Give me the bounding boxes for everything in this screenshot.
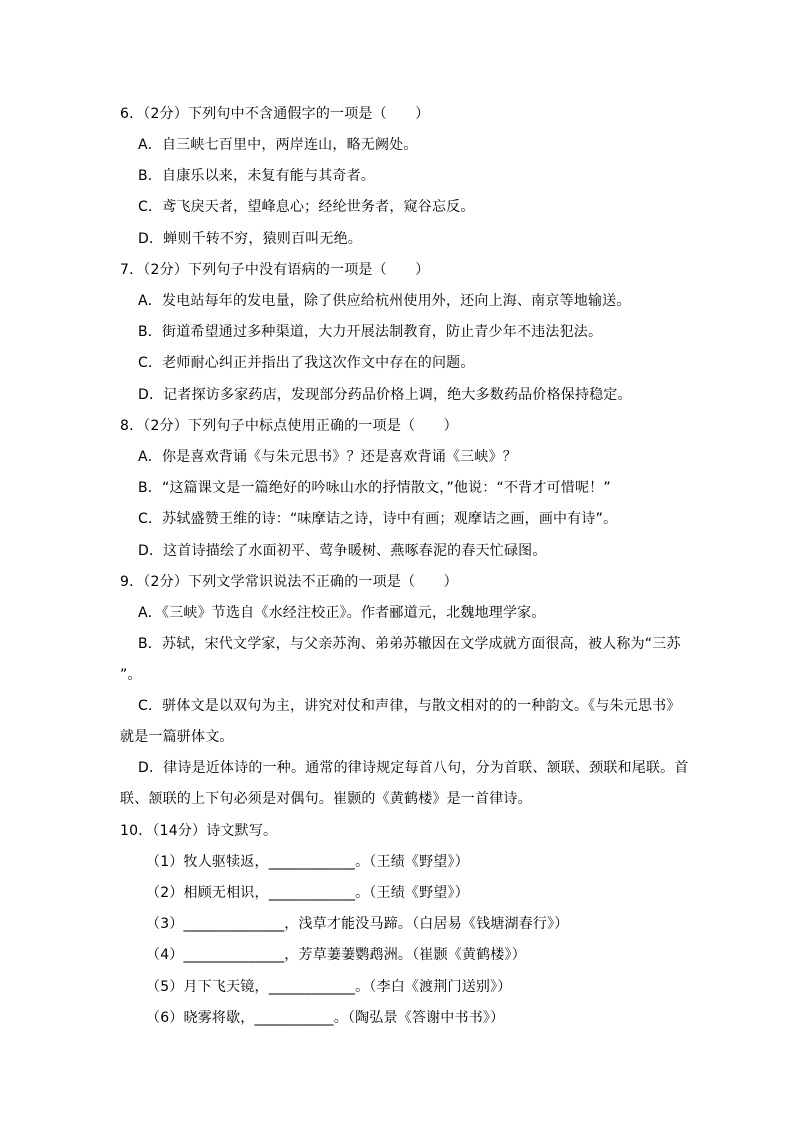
question-10-item-2: （2）相顾无相识，____________。（王绩《野望》）	[146, 885, 469, 901]
question-9-option-c-continued: 就是一篇骈体文。	[120, 729, 234, 745]
question-6-option-d: D．蝉则千转不穷，猿则百叫无绝。	[138, 231, 362, 247]
question-10-stem: 10．（14分）诗文默写。	[120, 823, 278, 839]
question-9-option-b-continued: ”。	[120, 667, 142, 683]
question-7-stem: 7．（2分）下列句子中没有语病的一项是（ ）	[120, 262, 430, 278]
question-9-option-c: C．骈体文是以双句为主，讲究对仗和声律，与散文相对的的一种韵文。《与朱元思书》	[138, 698, 681, 714]
question-9-stem: 9．（2分）下列文学常识说法不正确的一项是（ ）	[120, 574, 458, 590]
question-7-option-b: B．街道希望通过多种渠道，大力开展法制教育，防止青少年不违法犯法。	[138, 324, 603, 340]
question-9-option-a: A．《三峡》节选自《水经注校正》。作者郦道元，北魏地理学家。	[138, 605, 546, 621]
question-10-item-1: （1）牧人驱犊返，____________。（王绩《野望》）	[146, 854, 469, 870]
question-8-option-c: C．苏轼盛赞王维的诗：“味摩诘之诗，诗中有画；观摩诘之画，画中有诗”。	[138, 511, 618, 527]
question-8-option-a: A．你是喜欢背诵《与朱元思书》？还是喜欢背诵《三峡》？	[138, 449, 517, 465]
question-9-option-d: D．律诗是近体诗的一种。通常的律诗规定每首八句，分为首联、颔联、颈联和尾联。首	[138, 760, 689, 776]
question-6-option-c: C．鸢飞戾天者，望峰息心；经纶世务者，窥谷忘反。	[138, 199, 475, 215]
question-10-item-6: （6）晓雾将歇，___________。（陶弘景《答谢中书书》）	[146, 1010, 505, 1026]
question-10-item-3: （3）______________，浅草才能没马蹄。（白居易《钱塘湖春行》）	[146, 916, 569, 932]
question-10-item-4: （4）______________，芳草萋萋鹦鹉洲。（崔颢《黄鹤楼》）	[146, 947, 526, 963]
question-8-stem: 8．（2分）下列句子中标点使用正确的一项是（ ）	[120, 418, 458, 434]
question-8-option-b: B．“这篇课文是一篇绝好的吟咏山水的抒情散文，”他说：“不背才可惜呢！”	[138, 480, 611, 496]
question-7-option-d: D．记者探访多家药店，发现部分药品价格上调，绝大多数药品价格保持稳定。	[138, 387, 632, 403]
question-7-option-c: C．老师耐心纠正并指出了我这次作文中存在的问题。	[138, 355, 475, 371]
question-8-option-d: D．这首诗描绘了水面初平、莺争暖树、燕啄春泥的春天忙碌图。	[138, 543, 547, 559]
question-6-option-a: A．自三峡七百里中，两岸连山，略无阙处。	[138, 137, 418, 153]
question-7-option-a: A．发电站每年的发电量，除了供应给杭州使用外，还向上海、南京等地输送。	[138, 293, 631, 309]
question-9-option-d-continued: 联、颔联的上下句必须是对偶句。崔颢的《黄鹤楼》是一首律诗。	[120, 791, 532, 807]
question-9-option-b: B．苏轼，宋代文学家，与父亲苏洵、弟弟苏辙因在文学成就方面很高，被人称为“三苏	[138, 636, 681, 652]
question-10-item-5: （5）月下飞天镜，____________。（李白《渡荆门送别》）	[146, 979, 512, 995]
question-6-stem: 6．（2分）下列句中不含通假字的一项是（ ）	[120, 106, 430, 122]
question-6-option-b: B．自康乐以来，未复有能与其奇者。	[138, 168, 376, 184]
